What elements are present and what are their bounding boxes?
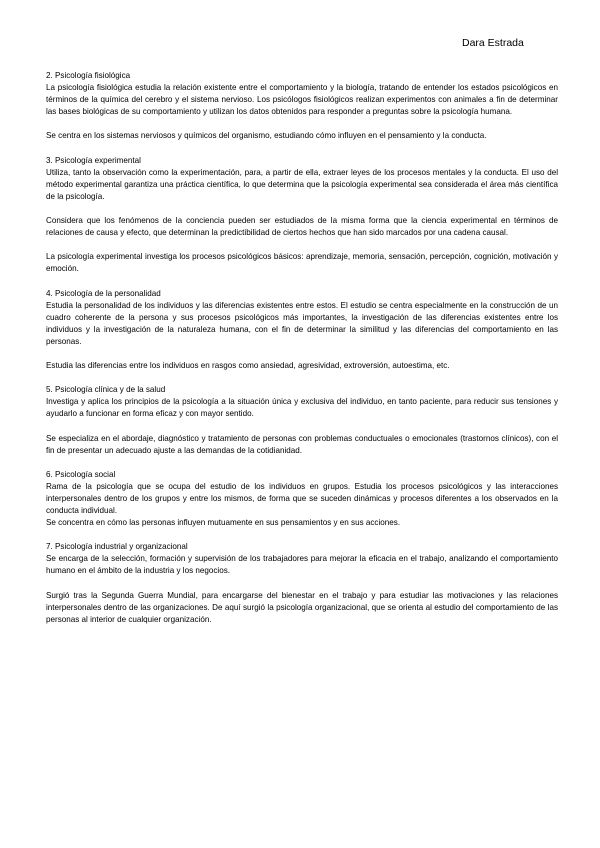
paragraph: Considera que los fenómenos de la conciencia pueden ser estudiados de la misma forma que la ciencia experimental en términos de relaciones de causa y efecto, que determinan la predictibilidad de ciertos hechos que han sido marcados por una cadena causal. [46,216,558,238]
section-heading: 7. Psicología industrial y organizacional [46,542,188,552]
paragraph: Investiga y aplica los principios de la psicología a la situación única y exclusiva del individuo, en tanto paciente, para reducir sus tensiones y ayudarlo a funcionar en forma eficaz y con mayor sentido. [46,397,558,419]
section-psicologia-experimental [46,155,558,276]
paragraph: Rama de la psicología que se ocupa del estudio de los individuos en grupos. Estudia los procesos psicológicos y las interacciones interpersonales dentro de los grupos y entre los mismos, de forma que se suceden dinámicas y procesos diferentes a los observados en la conducta individual. [46,481,558,515]
section-heading: 6. Psicología social [46,469,116,479]
paragraph: Se centra en los sistemas nerviosos y químicos del organismo, estudiando cómo influyen en el pensamiento y la conducta. [46,131,487,141]
paragraph: Surgió tras la Segunda Guerra Mundial, para encargarse del bienestar en el trabajo y para estudiar las motivaciones y las relaciones interpersonales dentro de las organizaciones. De aquí surgió la psicología organizacional, que se orienta al estudio del comportamiento de las personas al interior de cualquier organización. [46,590,558,624]
section-psicologia-industrial [46,541,558,626]
paragraph: Se encarga de la selección, formación y supervisión de los trabajadores para mejorar la eficacia en el trabajo, analizando el comportamiento humano en el ámbito de la industria y los negocios. [46,554,558,576]
section-heading: 4. Psicología de la personalidad [46,288,161,298]
section-psicologia-clinica [46,384,558,457]
paragraph: Estudia la personalidad de los individuos y las diferencias existentes entre estos. El estudio se centra especialmente en la construcción de un cuadro coherente de la persona y sus procesos psicológicos más importantes, la investigación de las diferencias existentes entre los individuos y la investigación de la naturaleza humana, con el fin de determinar la similitud y las diferencias del comportamiento en las personas. [46,300,558,346]
section-psicologia-social [46,469,558,529]
section-heading: 5. Psicología clínica y de la salud [46,385,166,395]
paragraph: La psicología fisiológica estudia la relación existente entre el comportamiento y la biología, tratando de entender los estados psicológicos en términos de la química del cerebro y el sistema nervioso. Los psicólogos fisiológicos realizan experimentos con animales a fin de determinar las bases biológicas de su comportamiento y utilizan los datos obtenidos para responder a preguntas sobre la psicología humana. [46,83,558,117]
paragraph: La psicología experimental investiga los procesos psicológicos básicos: aprendizaje, memoria, sensación, percepción, cognición, motivación y emoción. [46,252,558,274]
section-psicologia-fisiologica [46,70,558,143]
paragraph: Se concentra en cómo las personas influyen mutuamente en sus pensamientos y en sus acciones. [46,518,401,528]
document-body [46,70,558,638]
paragraph: Utiliza, tanto la observación como la experimentación, para, a partir de ella, extraer leyes de los procesos mentales y la conducta. El uso del método experimental garantiza una práctica científica, lo que determina que la psicología experimental sea considerada el área más científica de la psicología. [46,167,558,201]
section-heading: 3. Psicología experimental [46,155,141,165]
author-name: Dara Estrada [462,37,524,49]
paragraph: Estudia las diferencias entre los individuos en rasgos como ansiedad, agresividad, extroversión, autoestima, etc. [46,361,450,371]
section-psicologia-personalidad [46,288,558,373]
paragraph: Se especializa en el abordaje, diagnóstico y tratamiento de personas con problemas conductuales o emocionales (trastornos clínicos), con el fin de presentar un adecuado ajuste a las demandas de la cotidianidad. [46,433,558,455]
section-heading: 2. Psicología fisiológica [46,71,131,80]
